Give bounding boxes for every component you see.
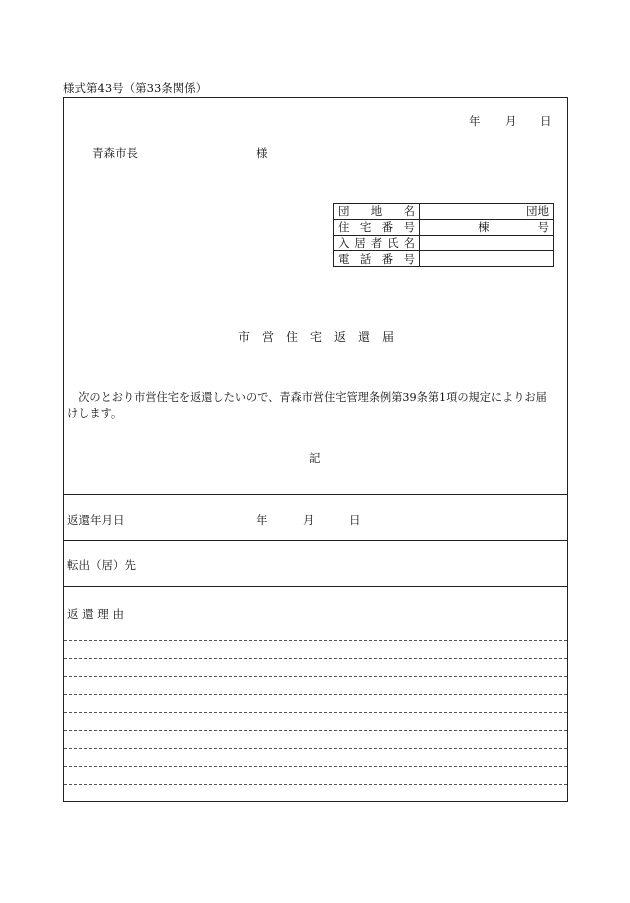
document-title: 市 営 住 宅 返 還 届 xyxy=(238,330,395,344)
info-row-jutaku-bango xyxy=(334,219,554,235)
addressee-honorific: 様 xyxy=(256,146,268,160)
date-month: 月 xyxy=(505,114,517,128)
body-text-line1: 次のとおり市営住宅を返還したいので、青森市営住宅管理条例第39条第1項の規定によりお届 xyxy=(67,391,547,404)
info-value-jutaku-bango[interactable]: 棟 号 xyxy=(420,219,554,235)
date-day: 日 xyxy=(540,114,552,128)
reason-line-8[interactable] xyxy=(64,766,567,767)
body-text-line2: けします。 xyxy=(67,407,123,420)
return-date-label: 返還年月日 xyxy=(67,513,125,527)
form-number: 様式第43号（第33条関係） xyxy=(63,81,208,95)
info-label-danchi: 団 地 名 xyxy=(334,204,420,220)
reason-line-5[interactable] xyxy=(64,712,567,713)
move-destination-label: 転出（居）先 xyxy=(67,558,136,572)
reason-line-3[interactable] xyxy=(64,676,567,677)
reason-line-2[interactable] xyxy=(64,658,567,659)
addressee-title: 青森市長 xyxy=(92,146,138,160)
divider-3 xyxy=(63,586,568,587)
reason-line-9[interactable] xyxy=(64,784,567,785)
info-value-nyukyosha[interactable] xyxy=(420,235,554,251)
date-year: 年 xyxy=(469,114,481,128)
return-reason-label: 返 還 理 由 xyxy=(67,607,124,621)
note-mark: 記 xyxy=(309,451,321,465)
info-row-danchi xyxy=(334,204,554,220)
info-row-denwa xyxy=(334,251,554,267)
info-label-jutaku-bango: 住 宅 番 号 xyxy=(334,219,420,235)
info-label-nyukyosha: 入 居 者 氏 名 xyxy=(334,235,420,251)
divider-2 xyxy=(63,540,568,541)
info-value-danchi[interactable]: 団地 xyxy=(420,204,554,220)
reason-line-1[interactable] xyxy=(64,640,567,641)
info-value-denwa[interactable] xyxy=(420,251,554,267)
return-date-year: 年 xyxy=(256,513,268,527)
divider-1 xyxy=(63,494,568,495)
info-label-denwa: 電 話 番 号 xyxy=(334,251,420,267)
info-row-nyukyosha xyxy=(334,235,554,251)
reason-line-7[interactable] xyxy=(64,748,567,749)
reason-line-4[interactable] xyxy=(64,694,567,695)
return-date-month: 月 xyxy=(303,513,315,527)
reason-line-6[interactable] xyxy=(64,730,567,731)
return-date-day: 日 xyxy=(349,513,361,527)
applicant-info-table xyxy=(333,203,554,267)
